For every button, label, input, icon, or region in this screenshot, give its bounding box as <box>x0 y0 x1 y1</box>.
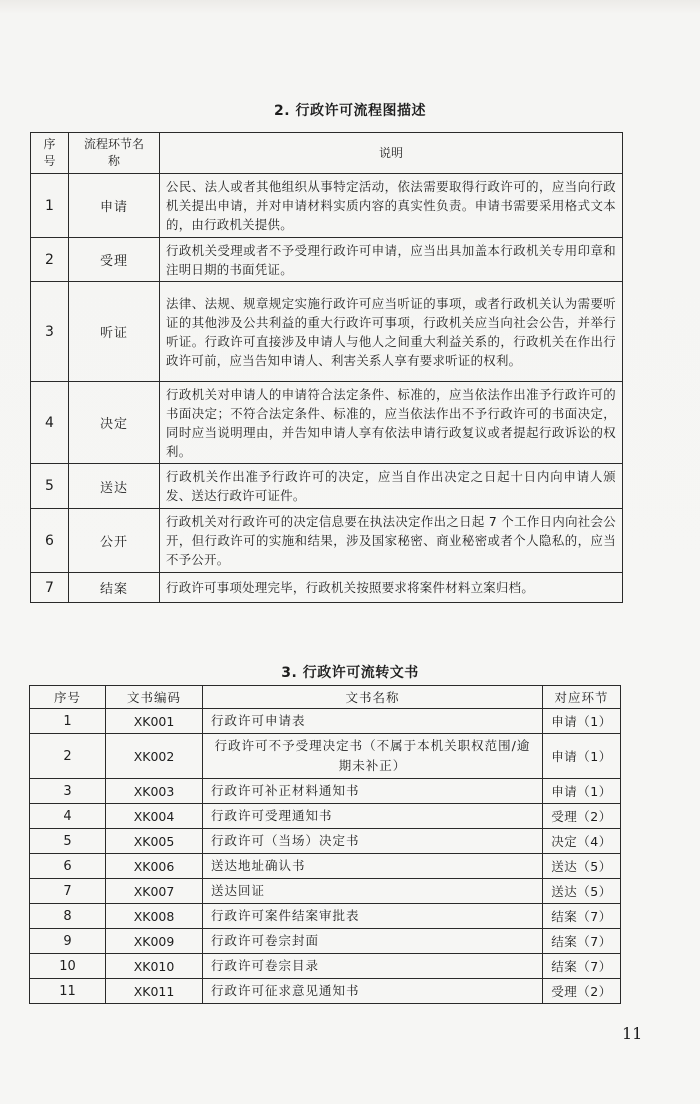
header-step: 流程环节名称 <box>69 133 160 174</box>
doc-step: 受理（2） <box>543 804 621 829</box>
row-no: 1 <box>31 174 69 238</box>
table-row <box>31 238 623 282</box>
header-no: 序号 <box>30 686 106 709</box>
header-code: 文书编码 <box>106 686 203 709</box>
row-step: 决定 <box>69 382 160 464</box>
row-desc: 行政许可事项处理完毕，行政机关按照要求将案件材料立案归档。 <box>160 573 623 603</box>
table-row <box>31 573 623 603</box>
doc-no: 9 <box>30 929 106 954</box>
doc-step: 受理（2） <box>543 979 621 1004</box>
table-row <box>31 282 623 382</box>
row-no: 2 <box>31 238 69 282</box>
table-row <box>30 929 621 954</box>
doc-step: 申请（1） <box>543 734 621 779</box>
table-row <box>30 779 621 804</box>
table-row <box>31 382 623 464</box>
doc-code: XK006 <box>106 854 203 879</box>
doc-code: XK005 <box>106 829 203 854</box>
row-desc: 行政机关对申请人的申请符合法定条件、标准的，应当依法作出准予行政许可的书面决定；不符合法定条件、标准的，应当依法作出不予行政许可的书面决定，同时应当说明理由，并告知申请人享有依法申请行政复议或者提起行政诉讼的权利。 <box>160 382 623 464</box>
table-row <box>30 904 621 929</box>
table-row <box>31 464 623 509</box>
row-step: 公开 <box>69 509 160 573</box>
table-row <box>30 854 621 879</box>
header-desc: 说明 <box>160 133 623 174</box>
doc-no: 11 <box>30 979 106 1004</box>
doc-code: XK010 <box>106 954 203 979</box>
doc-step: 申请（1） <box>543 779 621 804</box>
doc-name: 行政许可案件结案审批表 <box>203 904 543 929</box>
row-no: 4 <box>31 382 69 464</box>
table-row <box>30 954 621 979</box>
table-row <box>30 734 621 779</box>
header-no: 序号 <box>31 133 69 174</box>
doc-no: 10 <box>30 954 106 979</box>
header-name: 文书名称 <box>203 686 543 709</box>
row-desc: 行政机关受理或者不予受理行政许可申请，应当出具加盖本行政机关专用印章和注明日期的书面凭证。 <box>160 238 623 282</box>
doc-step: 决定（4） <box>543 829 621 854</box>
doc-code: XK004 <box>106 804 203 829</box>
row-step: 听证 <box>69 282 160 382</box>
page-number: 11 <box>622 1024 643 1043</box>
table-header-row <box>31 133 623 174</box>
row-no: 5 <box>31 464 69 509</box>
doc-name: 行政许可征求意见通知书 <box>203 979 543 1004</box>
doc-step: 结案（7） <box>543 904 621 929</box>
doc-name: 行政许可申请表 <box>203 709 543 734</box>
row-step: 受理 <box>69 238 160 282</box>
table-row <box>30 879 621 904</box>
doc-no: 5 <box>30 829 106 854</box>
doc-code: XK011 <box>106 979 203 1004</box>
table-row <box>31 174 623 238</box>
flow-description-table <box>30 132 623 603</box>
doc-step: 送达（5） <box>543 879 621 904</box>
row-desc: 法律、法规、规章规定实施行政许可应当听证的事项，或者行政机关认为需要听证的其他涉及公共利益的重大行政许可事项，行政机关应当向社会公告，并举行听证。行政许可直接涉及申请人与他人之间重大利益关系的，行政机关在作出行政许可前，应当告知申请人、利害关系人享有要求听证的权利。 <box>160 282 623 382</box>
doc-no: 8 <box>30 904 106 929</box>
doc-no: 1 <box>30 709 106 734</box>
section-2-title: 2. 行政许可流程图描述 <box>274 103 426 119</box>
doc-code: XK002 <box>106 734 203 779</box>
doc-code: XK008 <box>106 904 203 929</box>
row-desc: 行政机关作出准予行政许可的决定，应当自作出决定之日起十日内向申请人颁发、送达行政许可证件。 <box>160 464 623 509</box>
row-no: 3 <box>31 282 69 382</box>
table-row <box>30 979 621 1004</box>
doc-code: XK009 <box>106 929 203 954</box>
table-row <box>31 509 623 573</box>
row-desc: 公民、法人或者其他组织从事特定活动，依法需要取得行政许可的，应当向行政机关提出申请，并对申请材料实质内容的真实性负责。申请书需要采用格式文本的，由行政机关提供。 <box>160 174 623 238</box>
row-step: 申请 <box>69 174 160 238</box>
doc-no: 4 <box>30 804 106 829</box>
doc-name: 行政许可卷宗目录 <box>203 954 543 979</box>
row-step: 结案 <box>69 573 160 603</box>
doc-no: 3 <box>30 779 106 804</box>
doc-step: 结案（7） <box>543 954 621 979</box>
doc-code: XK001 <box>106 709 203 734</box>
doc-name: 行政许可补正材料通知书 <box>203 779 543 804</box>
table-row <box>30 829 621 854</box>
doc-no: 6 <box>30 854 106 879</box>
doc-code: XK007 <box>106 879 203 904</box>
doc-step: 结案（7） <box>543 929 621 954</box>
doc-name: 送达回证 <box>203 879 543 904</box>
table-row <box>30 804 621 829</box>
documents-table <box>29 685 621 1004</box>
section-3-title: 3. 行政许可流转文书 <box>281 665 419 681</box>
row-step: 送达 <box>69 464 160 509</box>
row-no: 6 <box>31 509 69 573</box>
doc-name: 行政许可不予受理决定书（不属于本机关职权范围/逾期未补正） <box>203 734 543 779</box>
table-row <box>30 709 621 734</box>
table-header-row <box>30 686 621 709</box>
doc-name: 行政许可（当场）决定书 <box>203 829 543 854</box>
row-desc: 行政机关对行政许可的决定信息要在执法决定作出之日起 7 个工作日内向社会公开，但行政许可的实施和结果，涉及国家秘密、商业秘密或者个人隐私的，应当不予公开。 <box>160 509 623 573</box>
doc-step: 申请（1） <box>543 709 621 734</box>
doc-name: 行政许可受理通知书 <box>203 804 543 829</box>
doc-step: 送达（5） <box>543 854 621 879</box>
doc-code: XK003 <box>106 779 203 804</box>
doc-no: 2 <box>30 734 106 779</box>
doc-name: 行政许可卷宗封面 <box>203 929 543 954</box>
header-step: 对应环节 <box>543 686 621 709</box>
doc-name: 送达地址确认书 <box>203 854 543 879</box>
row-no: 7 <box>31 573 69 603</box>
doc-no: 7 <box>30 879 106 904</box>
